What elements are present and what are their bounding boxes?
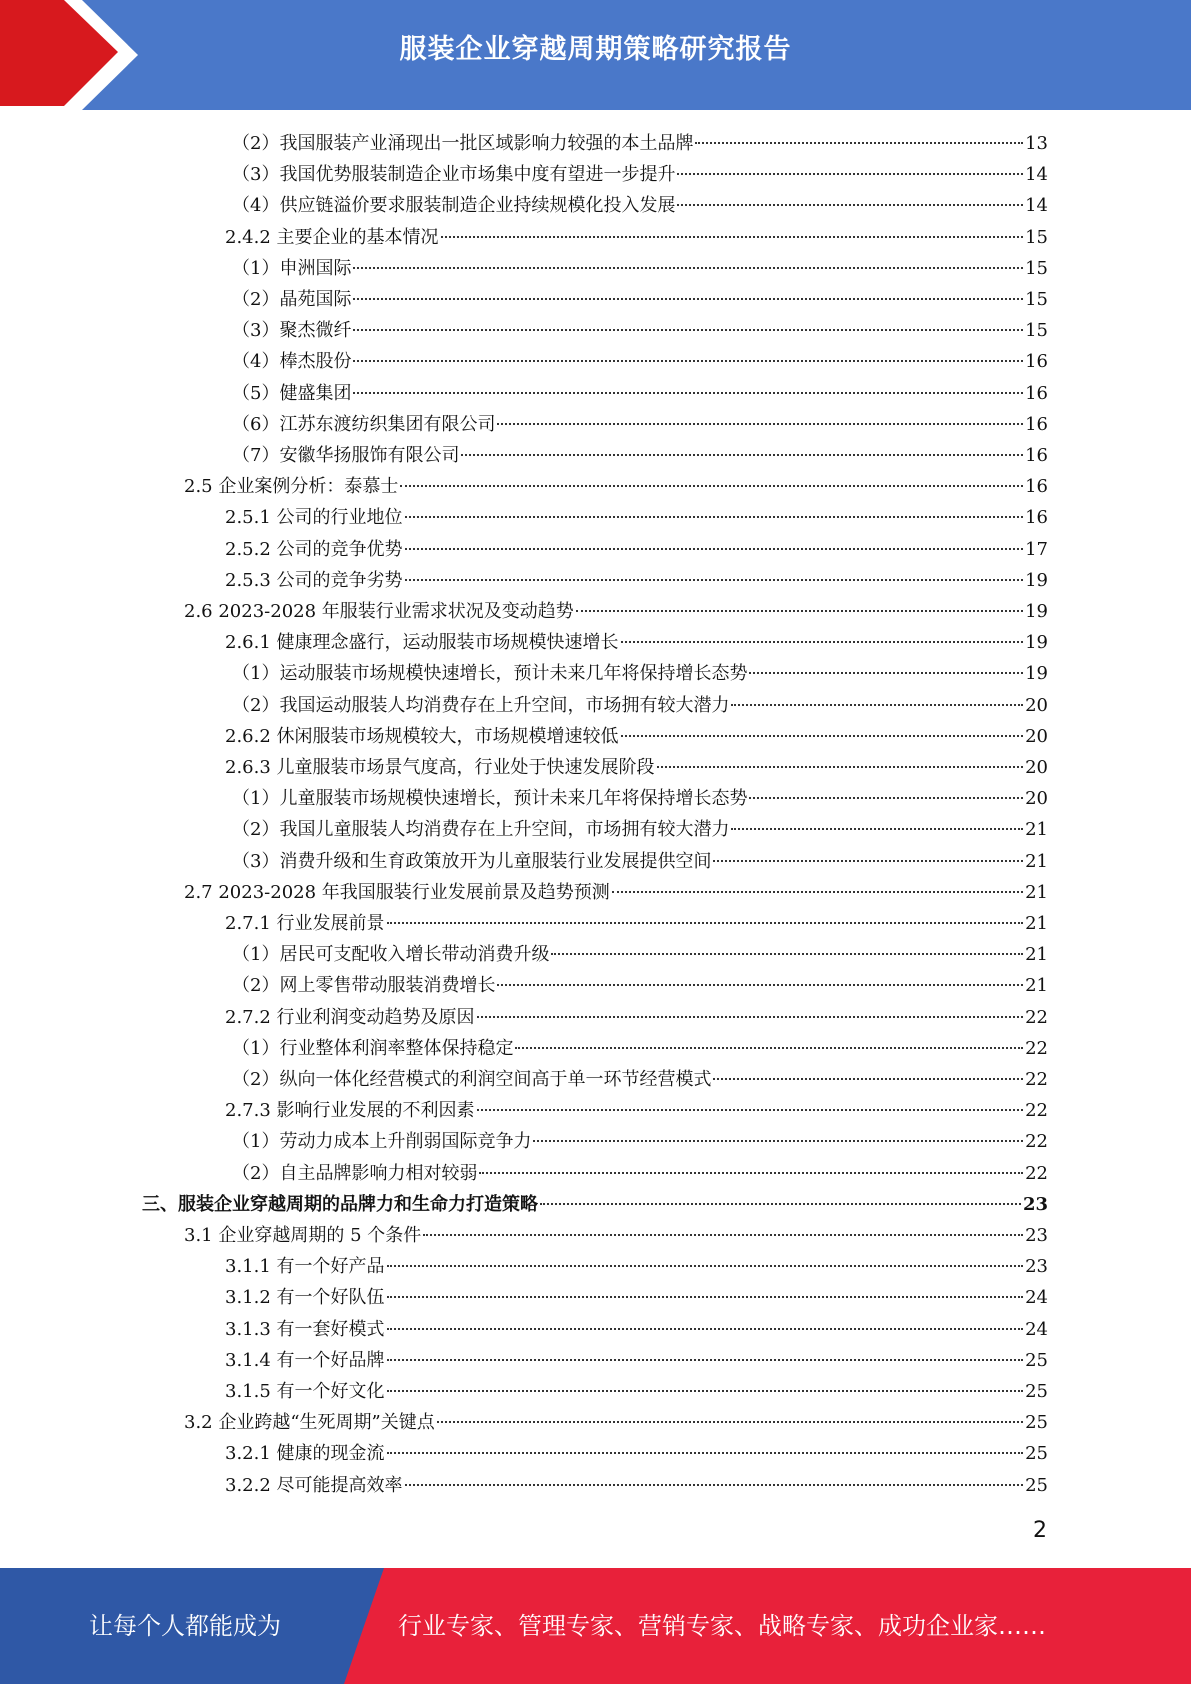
- toc-entry-page: 21: [1025, 975, 1048, 997]
- toc-entry-page: 19: [1025, 569, 1048, 591]
- toc-dot-leader: [497, 984, 1023, 986]
- toc-entry-page: 16: [1025, 382, 1048, 404]
- toc-entry-page: 15: [1025, 289, 1048, 310]
- toc-entry-title: 2.7.2 行业利润变动趋势及原因: [225, 1006, 475, 1028]
- toc-entry-title: 3.1.1 有一个好产品: [225, 1256, 385, 1278]
- toc-entry[interactable]: [232, 190, 1048, 221]
- toc-dot-leader: [405, 516, 1024, 518]
- toc-entry[interactable]: [232, 690, 1048, 721]
- toc-entry[interactable]: [232, 346, 1048, 377]
- toc-entry[interactable]: [225, 502, 1048, 533]
- toc-entry-page: 23: [1022, 1193, 1048, 1215]
- toc-entry[interactable]: [184, 1220, 1048, 1251]
- toc-entry[interactable]: [232, 1064, 1048, 1095]
- toc-dot-leader: [515, 1047, 1023, 1049]
- toc-entry-page: 22: [1025, 1069, 1048, 1090]
- toc-dot-leader: [405, 1484, 1024, 1486]
- toc-entry-page: 22: [1025, 1037, 1048, 1059]
- toc-dot-leader: [677, 173, 1023, 175]
- toc-dot-leader: [477, 1016, 1024, 1018]
- toc-entry[interactable]: [225, 1251, 1048, 1282]
- toc-dot-leader: [749, 672, 1023, 674]
- toc-entry[interactable]: [232, 658, 1048, 689]
- toc-dot-leader: [540, 1203, 1021, 1205]
- toc-dot-leader: [387, 1328, 1024, 1330]
- toc-entry-page: 15: [1025, 226, 1048, 248]
- toc-dot-leader: [695, 142, 1023, 144]
- toc-entry[interactable]: [225, 1345, 1048, 1376]
- toc-entry[interactable]: [142, 1189, 1048, 1220]
- toc-entry-page: 20: [1025, 788, 1048, 810]
- toc-dot-leader: [713, 860, 1023, 862]
- toc-entry-page: 16: [1025, 445, 1048, 466]
- toc-entry-page: 25: [1025, 1349, 1048, 1371]
- toc-entry-title: （2）我国服装产业涌现出一批区域影响力较强的本土品牌: [232, 133, 694, 154]
- toc-dot-leader: [353, 267, 1023, 269]
- toc-entry-title: 3.1.3 有一套好模式: [225, 1318, 385, 1340]
- toc-entry-page: 14: [1025, 195, 1048, 217]
- toc-entry[interactable]: [232, 284, 1048, 315]
- toc-entry-page: 22: [1025, 1131, 1048, 1153]
- toc-dot-leader: [621, 735, 1024, 737]
- toc-entry-title: 3.2 企业跨越“生死周期”关键点: [184, 1412, 435, 1434]
- toc-entry-page: 14: [1025, 164, 1048, 186]
- toc-entry-title: 2.6.3 儿童服装市场景气度高，行业处于快速发展阶段: [225, 757, 655, 778]
- toc-entry[interactable]: [232, 440, 1048, 471]
- toc-entry[interactable]: [232, 253, 1048, 284]
- page-header: [0, 0, 1191, 110]
- toc-entry-page: 20: [1025, 694, 1048, 716]
- toc-dot-leader: [353, 298, 1023, 300]
- toc-entry[interactable]: [225, 565, 1048, 596]
- toc-entry-title: （4）供应链溢价要求服装制造企业持续规模化投入发展: [232, 195, 676, 217]
- toc-dot-leader: [387, 1296, 1024, 1298]
- toc-entry[interactable]: [232, 939, 1048, 970]
- toc-entry-title: 3.2.1 健康的现金流: [225, 1443, 385, 1465]
- toc-dot-leader: [387, 1359, 1024, 1361]
- page-footer: [0, 1568, 1191, 1684]
- toc-entry-title: 2.7.1 行业发展前景: [225, 913, 385, 934]
- toc-dot-leader: [353, 329, 1023, 331]
- toc-dot-leader: [437, 1421, 1023, 1423]
- toc-dot-leader: [731, 828, 1023, 830]
- toc-entry[interactable]: [232, 409, 1048, 440]
- toc-entry-page: 25: [1025, 1412, 1048, 1434]
- toc-entry-page: 23: [1025, 1225, 1048, 1246]
- toc-entry-title: （2）我国儿童服装人均消费存在上升空间，市场拥有较大潜力: [232, 819, 730, 841]
- toc-entry-title: 3.1 企业穿越周期的 5 个条件: [184, 1225, 422, 1246]
- toc-dot-leader: [477, 1109, 1024, 1111]
- toc-entry-page: 24: [1025, 1287, 1048, 1309]
- toc-entry-page: 16: [1025, 476, 1048, 498]
- toc-entry-title: 2.7.3 影响行业发展的不利因素: [225, 1100, 475, 1122]
- toc-entry-title: 2.6.1 健康理念盛行，运动服装市场规模快速增长: [225, 632, 619, 654]
- toc-entry[interactable]: [225, 1282, 1048, 1313]
- toc-entry[interactable]: [225, 721, 1048, 752]
- toc-dot-leader: [576, 610, 1023, 612]
- toc-entry[interactable]: [232, 128, 1048, 159]
- toc-entry-title: 3.1.2 有一个好队伍: [225, 1287, 385, 1309]
- toc-dot-leader: [621, 641, 1024, 643]
- toc-entry-title: （2）自主品牌影响力相对较弱: [232, 1162, 478, 1184]
- toc-entry-title: （5）健盛集团: [232, 382, 352, 404]
- toc-dot-leader: [441, 236, 1024, 238]
- toc-entry[interactable]: [232, 1158, 1048, 1189]
- toc-entry-title: （4）棒杰股份: [232, 351, 352, 373]
- toc-entry-title: （1）运动服装市场规模快速增长，预计未来几年将保持增长态势: [232, 663, 748, 685]
- toc-dot-leader: [400, 485, 1023, 487]
- toc-entry-page: 22: [1025, 1100, 1048, 1122]
- toc-entry-title: （1）行业整体利润率整体保持稳定: [232, 1037, 514, 1059]
- toc-entry[interactable]: [225, 1095, 1048, 1126]
- toc-entry-page: 16: [1025, 507, 1048, 529]
- toc-dot-leader: [551, 953, 1023, 955]
- toc-dot-leader: [533, 1140, 1023, 1142]
- toc-dot-leader: [612, 891, 1023, 893]
- toc-entry-title: 3.2.2 尽可能提高效率: [225, 1474, 403, 1496]
- toc-entry[interactable]: [225, 1438, 1048, 1469]
- toc-entry-page: 17: [1025, 538, 1048, 560]
- toc-entry[interactable]: [232, 1033, 1048, 1064]
- toc-dot-leader: [479, 1172, 1023, 1174]
- toc-entry[interactable]: [232, 970, 1048, 1001]
- toc-entry-page: 19: [1025, 663, 1048, 685]
- toc-dot-leader: [353, 360, 1023, 362]
- toc-entry-page: 24: [1025, 1318, 1048, 1340]
- toc-dot-leader: [657, 766, 1024, 768]
- toc-entry-page: 25: [1025, 1443, 1048, 1465]
- toc-entry-title: （3）聚杰微纤: [232, 320, 352, 342]
- toc-entry-title: 2.6 2023-2028 年服装行业需求状况及变动趋势: [184, 601, 574, 622]
- footer-roles: 行业专家、管理专家、营销专家、战略专家、成功企业家……: [398, 1612, 1046, 1640]
- toc-entry-page: 21: [1025, 819, 1048, 841]
- toc-entry[interactable]: [232, 378, 1048, 409]
- toc-entry-page: 22: [1025, 1006, 1048, 1028]
- footer-slogan: 让每个人都能成为: [89, 1612, 281, 1640]
- toc-dot-leader: [387, 922, 1024, 924]
- toc-entry[interactable]: [184, 471, 1048, 502]
- toc-dot-leader: [405, 548, 1024, 550]
- toc-entry-title: 2.6.2 休闲服装市场规模较大，市场规模增速较低: [225, 725, 619, 747]
- toc-entry-title: （3）消费升级和生育政策放开为儿童服装行业发展提供空间: [232, 850, 712, 872]
- toc-entry-page: 25: [1025, 1474, 1048, 1496]
- toc-entry[interactable]: [232, 1126, 1048, 1157]
- toc-dot-leader: [497, 423, 1023, 425]
- toc-dot-leader: [749, 797, 1023, 799]
- toc-entry-page: 21: [1025, 881, 1048, 903]
- toc-entry[interactable]: [225, 222, 1048, 253]
- toc-entry-page: 19: [1025, 601, 1048, 622]
- toc-dot-leader: [387, 1452, 1024, 1454]
- toc-entry-page: 15: [1025, 257, 1048, 279]
- toc-entry-title: 三、服装企业穿越周期的品牌力和生命力打造策略: [142, 1193, 538, 1215]
- toc-entry-title: 2.5.1 公司的行业地位: [225, 507, 403, 529]
- toc-entry-title: （3）我国优势服装制造企业市场集中度有望进一步提升: [232, 164, 676, 186]
- toc-entry-page: 16: [1025, 413, 1048, 435]
- toc-entry-page: 15: [1025, 320, 1048, 342]
- toc-dot-leader: [405, 579, 1024, 581]
- toc-entry-title: （6）江苏东渡纺织集团有限公司: [232, 413, 496, 435]
- toc-entry[interactable]: [232, 159, 1048, 190]
- toc-entry[interactable]: [225, 908, 1048, 939]
- toc-entry-title: （1）儿童服装市场规模快速增长，预计未来几年将保持增长态势: [232, 788, 748, 810]
- toc-entry-title: （2）我国运动服装人均消费存在上升空间，市场拥有较大潜力: [232, 694, 730, 716]
- toc-entry-page: 22: [1025, 1162, 1048, 1184]
- toc-entry[interactable]: [225, 1376, 1048, 1407]
- toc-entry[interactable]: [232, 783, 1048, 814]
- toc-entry[interactable]: [225, 1002, 1048, 1033]
- toc-entry-title: 2.4.2 主要企业的基本情况: [225, 226, 439, 248]
- toc-entry[interactable]: [225, 1470, 1048, 1501]
- toc-dot-leader: [423, 1234, 1023, 1236]
- toc-entry-title: 2.5.2 公司的竞争优势: [225, 538, 403, 560]
- toc-entry[interactable]: [225, 534, 1048, 565]
- toc-entry[interactable]: [225, 627, 1048, 658]
- toc-dot-leader: [731, 704, 1023, 706]
- report-title: 服装企业穿越周期策略研究报告: [399, 34, 792, 65]
- toc-entry-title: 3.1.5 有一个好文化: [225, 1381, 385, 1402]
- toc-entry-title: （1）居民可支配收入增长带动消费升级: [232, 944, 550, 966]
- toc-entry[interactable]: [184, 596, 1048, 627]
- toc-entry-title: 3.1.4 有一个好品牌: [225, 1349, 385, 1371]
- toc-entry[interactable]: [225, 752, 1048, 783]
- toc-dot-leader: [387, 1265, 1024, 1267]
- toc-entry-page: 16: [1025, 351, 1048, 373]
- toc-dot-leader: [713, 1078, 1023, 1080]
- toc-entry-page: 21: [1025, 944, 1048, 966]
- toc-dot-leader: [387, 1390, 1024, 1392]
- toc-entry-title: （7）安徽华扬服饰有限公司: [232, 445, 460, 466]
- toc-entry-title: 2.7 2023-2028 年我国服装行业发展前景及趋势预测: [184, 881, 610, 903]
- toc-entry[interactable]: [232, 846, 1048, 877]
- toc-entry[interactable]: [232, 814, 1048, 845]
- toc-entry[interactable]: [184, 1407, 1048, 1438]
- toc-entry-title: （1）申洲国际: [232, 257, 352, 279]
- page-number: 2: [1033, 1518, 1047, 1543]
- toc-entry-title: （2）网上零售带动服装消费增长: [232, 975, 496, 997]
- toc-entry[interactable]: [225, 1314, 1048, 1345]
- toc-dot-leader: [461, 454, 1023, 456]
- toc-dot-leader: [353, 392, 1023, 394]
- toc-entry-page: 13: [1025, 133, 1048, 154]
- toc-entry-page: 20: [1025, 725, 1048, 747]
- toc-entry-page: 23: [1025, 1256, 1048, 1278]
- toc-entry[interactable]: [184, 877, 1048, 908]
- toc-entry-page: 21: [1025, 913, 1048, 934]
- toc-entry-page: 19: [1025, 632, 1048, 654]
- toc-entry-page: 21: [1025, 850, 1048, 872]
- toc-entry-page: 25: [1025, 1381, 1048, 1402]
- toc-entry-title: （1）劳动力成本上升削弱国际竞争力: [232, 1131, 532, 1153]
- toc-entry[interactable]: [232, 315, 1048, 346]
- toc-entry-title: （2）晶苑国际: [232, 289, 352, 310]
- toc-entry-title: （2）纵向一体化经营模式的利润空间高于单一环节经营模式: [232, 1069, 712, 1090]
- toc-entry-title: 2.5.3 公司的竞争劣势: [225, 569, 403, 591]
- toc-dot-leader: [677, 204, 1023, 206]
- toc-entry-title: 2.5 企业案例分析：泰慕士: [184, 476, 399, 498]
- toc-entry-page: 20: [1025, 757, 1048, 778]
